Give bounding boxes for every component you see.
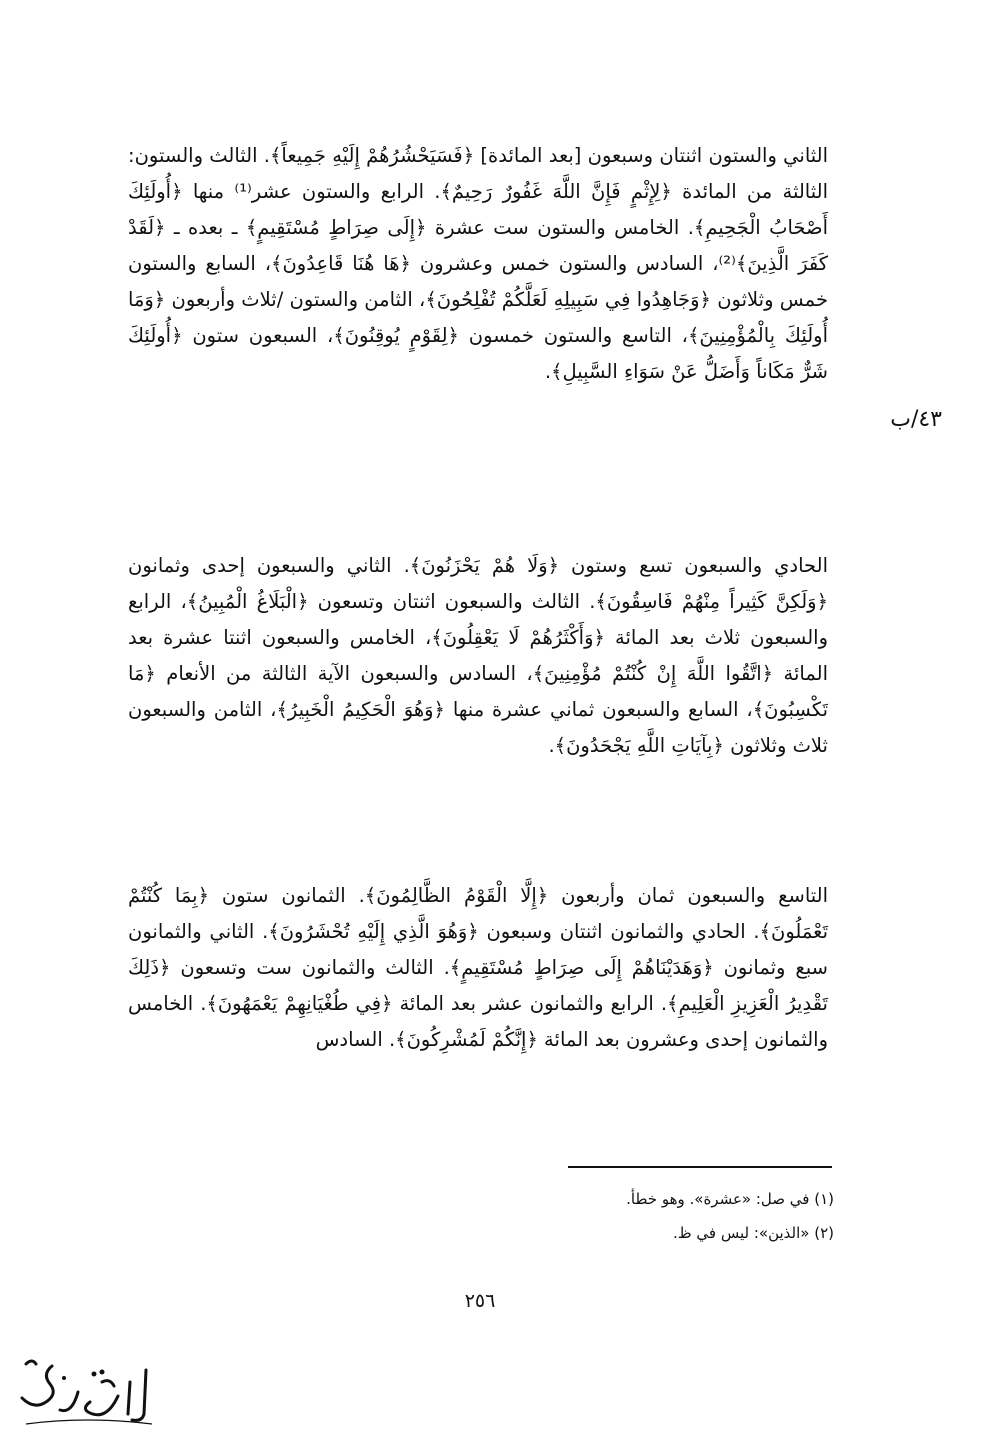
footnote-divider — [568, 1166, 832, 1168]
footnotes — [500, 1182, 834, 1250]
paragraph-text: الثاني والستون اثنتان وسبعون [بعد المائدة] ﴿فَسَيَحْشُرُهُمْ إِلَيْهِ جَمِيعاً﴾. الثالث والستون: الثالثة من المائدة ﴿لِإِثْمٍ فَإِنَّ اللَّهَ غَفُورٌ رَحِيمٌ﴾. الرابع والستون عشر⁽¹⁾ منها ﴿أُولَئِكَ أَصْحَابُ الْجَحِيمِ﴾. الخامس والستون ست عشرة ﴿إِلَى صِرَاطٍ مُسْتَقِيمٍ﴾ ـ بعده ـ ﴿لَقَدْ كَفَرَ الَّذِينَ﴾⁽²⁾، السادس والستون خمس وعشرون ﴿هَا هُنَا قَاعِدُونَ﴾، السابع والستون خمس وثلاثون ﴿وَجَاهِدُوا فِي سَبِيلِهِ لَعَلَّكُمْ تُفْلِحُونَ﴾، الثامن والستون /ثلاث وأربعون ﴿وَمَا أُولَئِكَ بِالْمُؤْمِنِينَ﴾، التاسع والستون خمسون ﴿لِقَوْمٍ يُوقِنُونَ﴾، السبعون ستون ﴿أُولَئِكَ شَرٌّ مَكَاناً وَأَضَلُّ عَنْ سَوَاءِ السَّبِيلِ﴾. — [128, 144, 829, 383]
paragraph-text: الحادي والسبعون تسع وستون ﴿وَلَا هُمْ يَحْزَنُونَ﴾. الثاني والسبعون إحدى وثمانون ﴿وَلَكِنَّ كَثِيراً مِنْهُمْ فَاسِقُونَ﴾. الثالث والسبعون اثنتان وتسعون ﴿الْبَلَاغُ الْمُبِينُ﴾، الرابع والسبعون ثلاث بعد المائة ﴿وَأَكْثَرُهُمْ لَا يَعْقِلُونَ﴾، الخامس والسبعون اثنتا عشرة بعد المائة ﴿اتَّقُوا اللَّهَ إِنْ كُنْتُمْ مُؤْمِنِينَ﴾، السادس والسبعون الآية الثالثة من الأنعام ﴿مَا تَكْسِبُونَ﴾، السابع والسبعون ثماني عشرة منها ﴿وَهُوَ الْحَكِيمُ الْخَبِيرُ﴾، الثامن والسبعون ثلاث وثلاثون ﴿بِآيَاتِ اللَّهِ يَجْحَدُونَ﴾. — [128, 554, 828, 757]
manuscript-folio-marker: ٤٣/ب — [890, 407, 942, 432]
watermark-logo — [6, 1352, 156, 1432]
paragraph-3 — [128, 878, 828, 1058]
paragraph-1 — [128, 138, 828, 390]
paragraph-2 — [128, 548, 828, 764]
footnote-2: (٢) «الذين»: ليس في ظ. — [673, 1224, 834, 1242]
footnote-1: (١) في صل: «عشرة». وهو خطأ. — [626, 1190, 834, 1208]
paragraph-text: التاسع والسبعون ثمان وأربعون ﴿إِلَّا الْقَوْمُ الظَّالِمُونَ﴾. الثمانون ستون ﴿بِمَا كُنْتُمْ تَعْمَلُونَ﴾. الحادي والثمانون اثنتان وسبعون ﴿وَهُوَ الَّذِي إِلَيْهِ تُحْشَرُونَ﴾. الثاني والثمانون سبع وثمانون ﴿وَهَدَيْنَاهُمْ إِلَى صِرَاطٍ مُسْتَقِيمٍ﴾. الثالث والثمانون ست وتسعون ﴿ذَلِكَ تَقْدِيرُ الْعَزِيزِ الْعَلِيمِ﴾. الرابع والثمانون عشر بعد المائة ﴿فِي طُغْيَانِهِمْ يَعْمَهُونَ﴾. الخامس والثمانون إحدى وعشرون بعد المائة ﴿إِنَّكُمْ لَمُشْرِكُونَ﴾. السادس — [128, 884, 828, 1051]
page-number: ٢٥٦ — [464, 1290, 496, 1312]
